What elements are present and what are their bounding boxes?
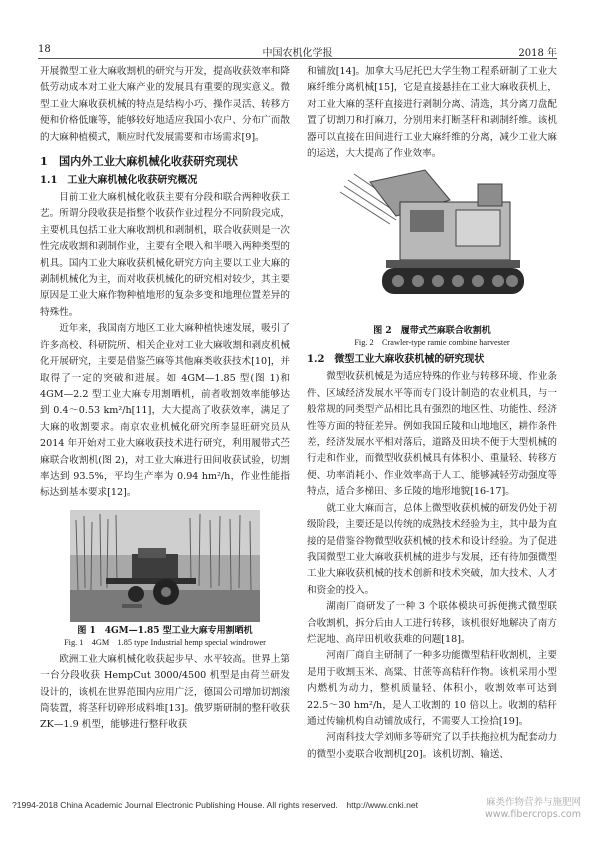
subsection-heading-1-1: 1.1 工业大麻机械化收获研究概况 [40, 175, 198, 187]
figure-2-caption-en: Fig. 2 Crawler-type ramie combine harvester [354, 338, 510, 348]
paragraph-intro-end: 开展微型工业大麻收割机的研究与开发，提高收获效率和降低劳动成本对工业大麻产业的发展具有重要的现实意义。微型工业大麻收获机械的特点是结构小巧、操作灵活、转移方便和价格低廉等，能够较好地适应我国小农户、分布广而散的大麻种植模式，顺应时代发展需要和市场需求[9]。 [40, 66, 290, 143]
copyright-footer: ?1994-2018 China Academic Journal Electronic Publishing House. All rights reserved. http://www.cnki.net [12, 800, 419, 810]
left-column [40, 64, 290, 734]
journal-name: 中国农机化学报 [262, 48, 333, 59]
figure-1 [40, 510, 290, 648]
figure-2 [307, 162, 557, 348]
combine-harvester-photo [330, 162, 535, 322]
paragraph-micro-harvester-status: 就工业大麻而言，总体上微型收获机械的研发仍处于初级阶段，主要还是以传统的成熟技术经验为主，其中最为直接的是借鉴谷物微型收获机械的技术和设计经验。为了促进我国微型工业大麻收获机械的进步与发展，还有待加强微型工业大麻收获机械的技术创新和技术突破，加大技术、人才和资金的投入。 [307, 502, 557, 596]
publication-year: 2018 年 [518, 48, 557, 59]
subsection-heading-1-2: 1.2 微型工业大麻收获机械的研究现状 [307, 354, 485, 366]
page-number: 18 [38, 44, 51, 55]
windrower-photo [70, 510, 260, 622]
paragraph-hunan-harvester: 湖南厂商研发了一种 3 个联体模块可拆便携式微型联合收割机，拆分后由人工进行转移，该机很好地解决了南方烂泥地、高岸田机收获难的问题[18]。 [307, 601, 557, 645]
right-column [307, 64, 557, 763]
site-watermark [485, 797, 581, 821]
section-heading-1: 1 国内外工业大麻机械化收获研究现状 [40, 154, 238, 169]
paragraph-domestic-research: 近年来，我国南方地区工业大麻种植快速发展，吸引了许多高校、科研院所、相关企业对工业大麻收割和剥皮机械化开展研究，主要是借鉴苎麻等其他麻类收获技术[10]，并取得了一定的突破和进展。如 4GM—1.85 型(图 1)和 4GM—2.2 型工业大麻专用割晒机，前者收割效率能够达到 0.4～0.53 km²/h[11]，大大提高了收获效率，满足了大麻的收割要求。南京农业机械化研究所李显旺研究员从 2014 年开始对工业大麻收获技术进行研究，利用履带式苎麻联合收割机(图 2)，对工业大麻进行田间收获试验，切割率达到 93.5%，平均生产率为 0.94 hm²/h，作业性能指标达到基本要求[12]。 [40, 323, 290, 499]
paragraph-henan-university-harvester: 河南科技大学刘师多等研究了以手扶拖拉机为配套动力的微型小麦联合收割机[20]。该机切割、输送、 [307, 732, 557, 760]
running-header [38, 44, 557, 59]
watermark-url: www.fibercrops.com [484, 809, 581, 820]
paragraph-micro-harvester-features: 微型收获机械是为适应特殊的作业与转移环境、作业条件、区域经济发展水平等而专门设计制造的农业机具，与一般常规的同类型产品相比具有强烈的地区性、功能性、经济性等方面的特征差异。例如我国丘陵和山地地区，耕作条件差，经济发展水平相对落后，道路及田块不便于大型机械的行走和作业，而微型收获机械具有体积小、重量轻、转移方便、功率消耗小、作业效率高于人工、能够减轻劳动强度等特点，适合多梯田、多丘陵的地形地貌[16-17]。 [307, 371, 557, 498]
figure-2-caption-cn: 图 2 履带式苎麻联合收割机 [373, 326, 491, 337]
paragraph-harvest-overview: 目前工业大麻机械化收获主要有分段和联合两种收获工艺。所谓分段收获是指整个收获作业过程分不同阶段完成，主要机具包括工业大麻收割机和剥制机，联合收获则是一次性完成收割和剥制作业，主要有全喂入和半喂入两种类型的机具。国内工业大麻收获机械化研究方向主要以工业大麻的剥制机械化为主，而对收获机械化的研究相对较少，其主要原因是工业大麻作物种植地形的复杂多变和地理位置差异的特殊性。 [40, 192, 290, 318]
paragraph-europe-research: 欧洲工业大麻机械化收获起步早、水平较高。世界上第一台分段收获 HempCut 3000/4500 机型是由荷兰研发设计的，该机在世界范围内应用广泛，德国公司增加切割滚筒装置，将茎秆切碎形成料堆[13]。俄罗斯研制的整秆收获 ZK—1.9 机型，能够进行整秆收获 [40, 653, 290, 731]
paragraph-henan-harvester: 河南厂商自主研制了一种多功能微型秸秆收割机，主要是用于收割玉米、高粱、甘蔗等高秸秆作物。该机采用小型内燃机为动力，整机质量轻、体积小，收割效率可达到 22.5～30 hm²/h，是人工收割的 10 倍以上。收割的秸秆通过传输机构自动铺放成行，不需要人工捡拾[19]。 [307, 650, 557, 727]
watermark-cn: 麻类作物营养与施肥网 [485, 797, 581, 808]
figure-1-caption-cn: 图 1 4GM—1.85 型工业大麻专用割晒机 [77, 625, 253, 636]
figure-1-caption-en: Fig. 1 4GM 1.85 type Industrial hemp special windrower [64, 637, 266, 647]
paragraph-canada-research: 和铺放[14]。加拿大马尼托巴大学生物工程系研制了工业大麻纤维分离机械[15]，它是直接悬挂在工业大麻收获机上，对工业大麻的茎秆直接进行剥制分离、清选，其分离刀盘配置了切割刀和打麻刀，分别用来打断茎秆和剥制纤维。该机器可以直接在田间进行工业大麻纤维的分离，减少工业大麻的运送，大大提高了作业效率。 [307, 66, 557, 160]
